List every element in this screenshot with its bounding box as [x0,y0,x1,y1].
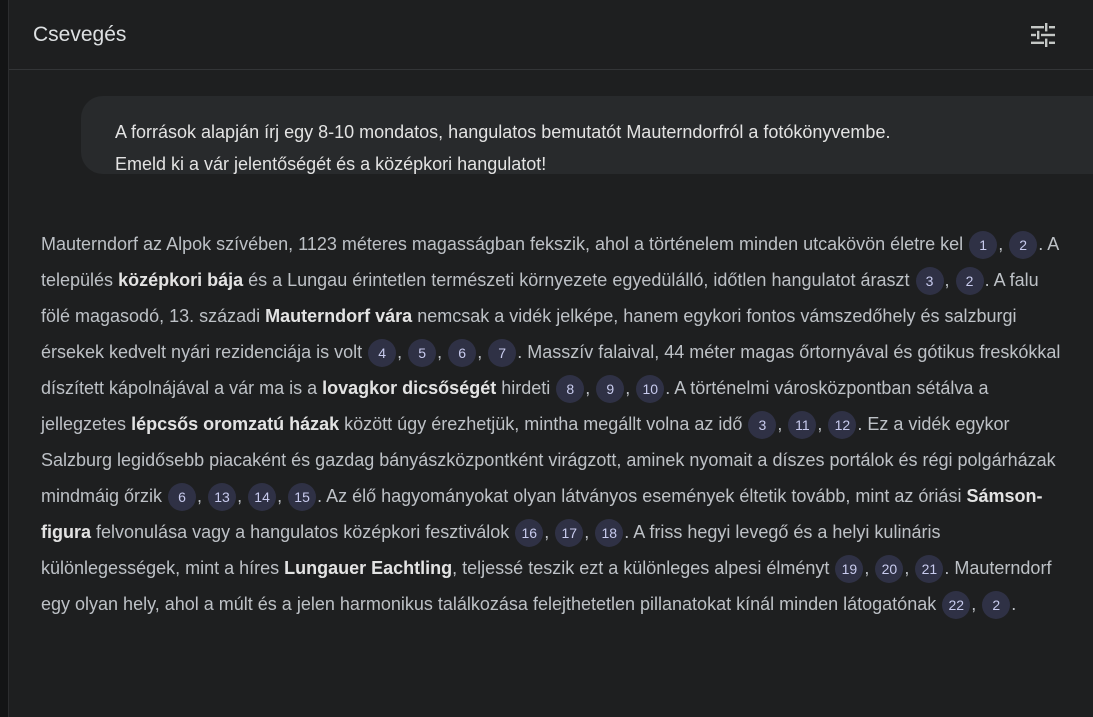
citation-group [514,522,624,542]
response-text: . Ez a vidék egykor Salzburg legidősebb piacaként és gazdag bányászközpontként virágzott, aminek nyomait a díszes portálok és régi polgárházak mindmáig őrzik [41,414,1056,506]
chat-settings-button[interactable] [1028,20,1058,50]
citation-chip[interactable]: 14 [248,483,276,511]
citation-separator: , [397,342,408,362]
citation-group [555,378,665,398]
citation-chip[interactable]: 16 [515,519,543,547]
response-text: nemcsak a vidék jelképe, hanem egykori fontos vámszedőhely és salzburgi érsekek kedvelt nyári rezidenciája is volt [41,306,1017,362]
citation-group [915,270,985,290]
citation-chip[interactable]: 8 [556,375,584,403]
citation-chip[interactable]: 9 [596,375,624,403]
user-message-line: Emeld ki a vár jelentőségét és a középkori hangulatot! [115,154,547,174]
response-bold-text: Lungauer Eachtling [284,558,453,578]
citation-group [747,414,857,434]
citation-group [834,558,944,578]
citation-chip[interactable]: 19 [835,555,863,583]
citation-separator: , [584,522,595,542]
citation-chip[interactable]: 6 [168,483,196,511]
citation-separator: , [544,522,555,542]
response-text: . A település [41,234,1059,290]
app-side-strip [0,0,8,717]
citation-separator: , [237,486,248,506]
citation-group [941,594,1011,614]
citation-chip[interactable]: 10 [636,375,664,403]
chat-title: Csevegés [33,22,127,46]
tune-icon [1030,23,1056,47]
citation-separator: , [625,378,636,398]
citation-chip[interactable]: 20 [875,555,903,583]
citation-chip[interactable]: 3 [748,411,776,439]
citation-group [167,486,317,506]
chat-header [9,0,1093,70]
response-bold-text: Sámson-figura [41,486,1043,542]
citation-chip[interactable]: 22 [942,591,970,619]
response-text: . Masszív falaival, 44 méter magas őrtornyával és gótikus freskókkal díszített kápolnájával a vár ma is a [41,342,1061,398]
citation-chip[interactable]: 6 [448,339,476,367]
citation-separator: , [864,558,875,578]
response-text: . Az élő hagyományokat olyan látványos események éltetik tovább, mint az óriási [317,486,967,506]
citation-separator: , [971,594,982,614]
citation-separator: , [277,486,288,506]
response-text: Mauterndorf az Alpok szívében, 1123 méteres magasságban fekszik, ahol a történelem minden utcakövön életre kel [41,234,969,254]
citation-separator: , [944,270,955,290]
citation-chip[interactable]: 2 [982,591,1010,619]
citation-chip[interactable]: 17 [555,519,583,547]
citation-separator: , [777,414,788,434]
citation-chip[interactable]: 4 [368,339,396,367]
citation-chip[interactable]: 13 [208,483,236,511]
response-text: . Mauterndorf egy olyan hely, ahol a múlt és a jelen harmonikus találkozása felejthetetlen pillanatokat kínál minden látogatónak [41,558,1052,614]
response-bold-text: lovagkor dicsőségét [322,378,497,398]
citation-chip[interactable]: 7 [488,339,516,367]
user-message-bubble [81,96,1093,174]
response-text: . A friss hegyi levegő és a helyi kulináris különlegességek, mint a híres [41,522,941,578]
response-bold-text: lépcsős oromzatú házak [131,414,340,434]
citation-chip[interactable]: 18 [595,519,623,547]
citation-chip[interactable]: 12 [828,411,856,439]
response-text: . A történelmi városközpontban sétálva a jellegzetes [41,378,989,434]
user-message-line: A források alapján írj egy 8-10 mondatos, hangulatos bemutatót Mauterndorfról a fotókönyvembe. [115,122,891,142]
response-bold-text: Mauterndorf vára [265,306,413,326]
response-text: között úgy érezhetjük, mintha megállt volna az idő [339,414,748,434]
citation-separator: , [998,234,1009,254]
response-bold-text: középkori bája [118,270,244,290]
citation-chip[interactable]: 1 [969,231,997,259]
chat-panel [8,0,1093,717]
response-text: , teljessé teszik ezt a különleges alpesi élményt [452,558,835,578]
citation-group [367,342,517,362]
citation-chip[interactable]: 15 [288,483,316,511]
citation-separator: , [817,414,828,434]
citation-group [968,234,1038,254]
citation-chip[interactable]: 2 [1009,231,1037,259]
response-text: és a Lungau érintetlen természeti környezete egyedülálló, időtlen hangulatot áraszt [243,270,915,290]
response-text: . [1011,594,1017,614]
response-paragraph [41,226,1061,622]
response-text: hirdeti [496,378,556,398]
citation-chip[interactable]: 3 [916,267,944,295]
citation-separator: , [437,342,448,362]
response-text: felvonulása vagy a hangulatos középkori fesztiválok [91,522,515,542]
citation-chip[interactable]: 2 [956,267,984,295]
citation-separator: , [197,486,208,506]
citation-separator: , [585,378,596,398]
citation-chip[interactable]: 5 [408,339,436,367]
assistant-response [41,226,1061,622]
citation-separator: , [477,342,488,362]
citation-chip[interactable]: 11 [788,411,816,439]
response-text: . A falu fölé magasodó, 13. századi [41,270,1039,326]
citation-chip[interactable]: 21 [915,555,943,583]
citation-separator: , [904,558,915,578]
